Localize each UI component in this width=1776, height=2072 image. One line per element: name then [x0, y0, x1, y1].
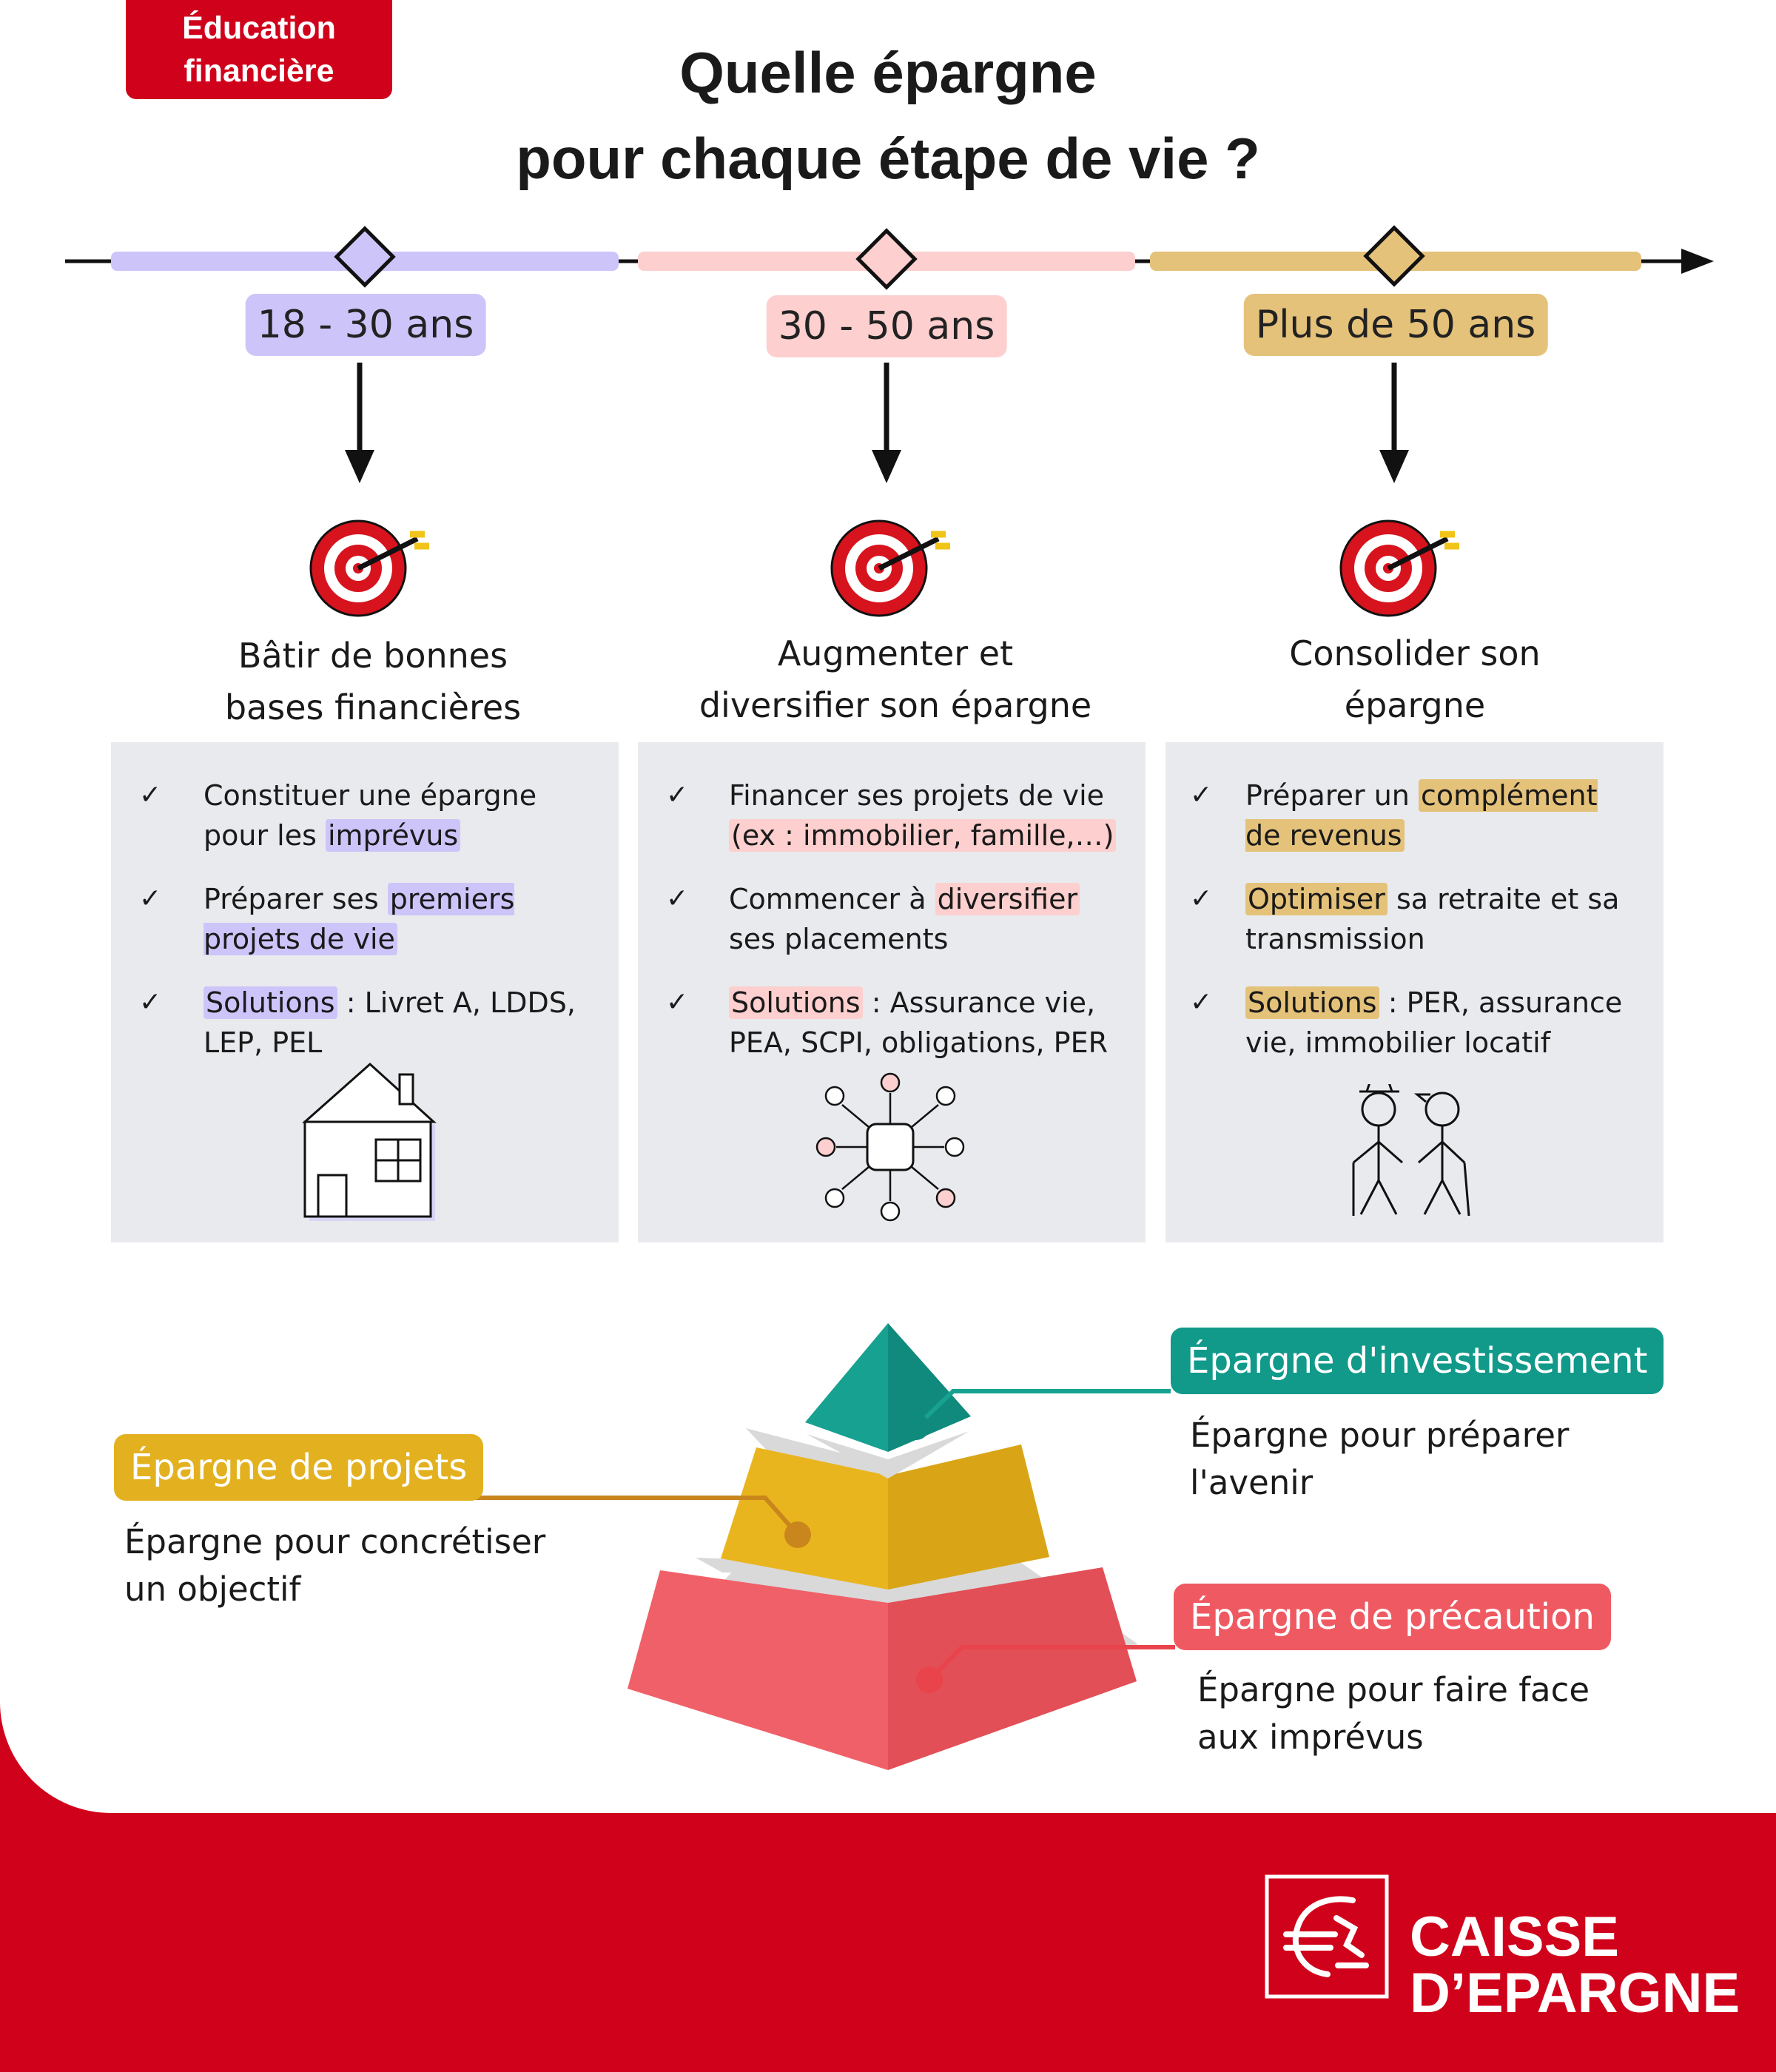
timeline-marker-1: [337, 229, 393, 285]
item-highlight: Optimiser: [1245, 883, 1388, 915]
check-icon: ✓: [1190, 780, 1213, 810]
desc-projets: [124, 1518, 545, 1613]
house-icon: [296, 1057, 444, 1227]
card-item: [729, 879, 1123, 959]
item-text: Constituer une épargne pour les: [204, 779, 537, 852]
card-item: [1245, 983, 1641, 1063]
check-icon: ✓: [666, 780, 689, 810]
goal-title-2: [636, 628, 1154, 731]
desc-precaution: [1197, 1666, 1590, 1761]
item-text: Préparer ses: [204, 883, 388, 915]
item-highlight: Solutions: [729, 986, 863, 1019]
item-highlight: Solutions: [1245, 986, 1379, 1019]
goal-line: bases financières: [224, 687, 522, 727]
item-highlight: complément de revenus: [1245, 779, 1598, 852]
goal-title-3: [1156, 628, 1674, 731]
item-text: Commencer à: [729, 883, 935, 915]
timeline-marker-3: [1366, 228, 1422, 284]
card-item: [204, 776, 596, 855]
category-badge: [126, 0, 392, 99]
network-icon: [808, 1068, 971, 1231]
label-precaution: Épargne de précaution: [1174, 1584, 1611, 1650]
goal-line: diversifier son épargne: [699, 685, 1092, 725]
squirrel-logo-icon: [1264, 1874, 1390, 1999]
item-text: : PER, assurance vie, immobilier locatif: [1245, 986, 1623, 1059]
card-item: [729, 983, 1123, 1063]
age-label-1: 18 - 30 ans: [246, 294, 486, 356]
goal-line: Augmenter et: [777, 633, 1014, 673]
desc-line: Épargne pour préparer: [1190, 1416, 1570, 1455]
check-icon: ✓: [1190, 987, 1213, 1018]
arrow-down-icon: [1379, 363, 1409, 483]
goal-line: épargne: [1344, 685, 1486, 725]
title-line-1: Quelle épargne: [679, 40, 1097, 105]
timeline-marker-2: [858, 231, 915, 287]
goal-title-1: [114, 630, 632, 733]
stage-card-2: [638, 742, 1146, 1242]
goal-line: Bâtir de bonnes: [238, 636, 508, 676]
target-icon: [1336, 517, 1462, 620]
brand-line-1: CAISSE: [1410, 1906, 1619, 1968]
card-item: [1245, 879, 1641, 959]
item-text: sa retraite et sa transmission: [1245, 883, 1620, 955]
label-projets: Épargne de projets: [114, 1434, 483, 1501]
goal-line: Consolider son: [1289, 633, 1541, 673]
arrow-down-icon: [345, 363, 374, 483]
item-text: Préparer un: [1245, 779, 1419, 812]
label-investissement: Épargne d'investissement: [1171, 1328, 1664, 1394]
card-item: [204, 983, 596, 1063]
check-icon: ✓: [666, 987, 689, 1018]
page-title: [370, 30, 1406, 201]
down-arrows: [0, 361, 1776, 487]
check-icon: ✓: [139, 884, 162, 914]
stage-card-1: [111, 742, 619, 1242]
card-item: [204, 879, 596, 959]
age-label-2: 30 - 50 ans: [767, 295, 1007, 357]
desc-line: l'avenir: [1190, 1463, 1314, 1502]
target-icon: [827, 517, 953, 620]
elderly-couple-icon: [1343, 1084, 1484, 1225]
brand-line-2: D’EPARGNE: [1410, 1962, 1740, 2025]
item-text: Financer ses projets de vie: [729, 779, 1105, 812]
arrow-down-icon: [872, 363, 901, 483]
item-highlight: (ex : immobilier, famille,…): [729, 819, 1116, 852]
check-icon: ✓: [1190, 884, 1213, 914]
desc-line: un objectif: [124, 1570, 301, 1609]
badge-line-2: financière: [184, 53, 334, 89]
item-highlight: Solutions: [204, 986, 337, 1019]
stage-card-3: [1166, 742, 1664, 1242]
title-line-2: pour chaque étape de vie ?: [516, 126, 1260, 191]
age-label-3: Plus de 50 ans: [1244, 294, 1548, 356]
item-text: ses placements: [729, 923, 949, 955]
item-text: : Livret A, LDDS, LEP, PEL: [204, 986, 576, 1059]
item-highlight: imprévus: [326, 819, 460, 852]
desc-line: aux imprévus: [1197, 1718, 1424, 1757]
target-icon: [306, 517, 432, 620]
item-highlight: premiers projets de vie: [204, 883, 515, 955]
desc-line: Épargne pour faire face: [1197, 1670, 1590, 1709]
badge-line-1: Éducation: [182, 10, 336, 46]
timeline: [0, 222, 1776, 296]
item-text: : Assurance vie, PEA, SCPI, obligations, PER: [729, 986, 1108, 1059]
check-icon: ✓: [139, 780, 162, 810]
item-highlight: diversifier: [935, 883, 1080, 915]
brand-name: [1410, 1906, 1740, 2025]
desc-investissement: [1190, 1412, 1569, 1507]
check-icon: ✓: [139, 987, 162, 1018]
card-item: [729, 776, 1123, 855]
desc-line: Épargne pour concrétiser: [124, 1522, 546, 1561]
card-item: [1245, 776, 1641, 855]
check-icon: ✓: [666, 884, 689, 914]
